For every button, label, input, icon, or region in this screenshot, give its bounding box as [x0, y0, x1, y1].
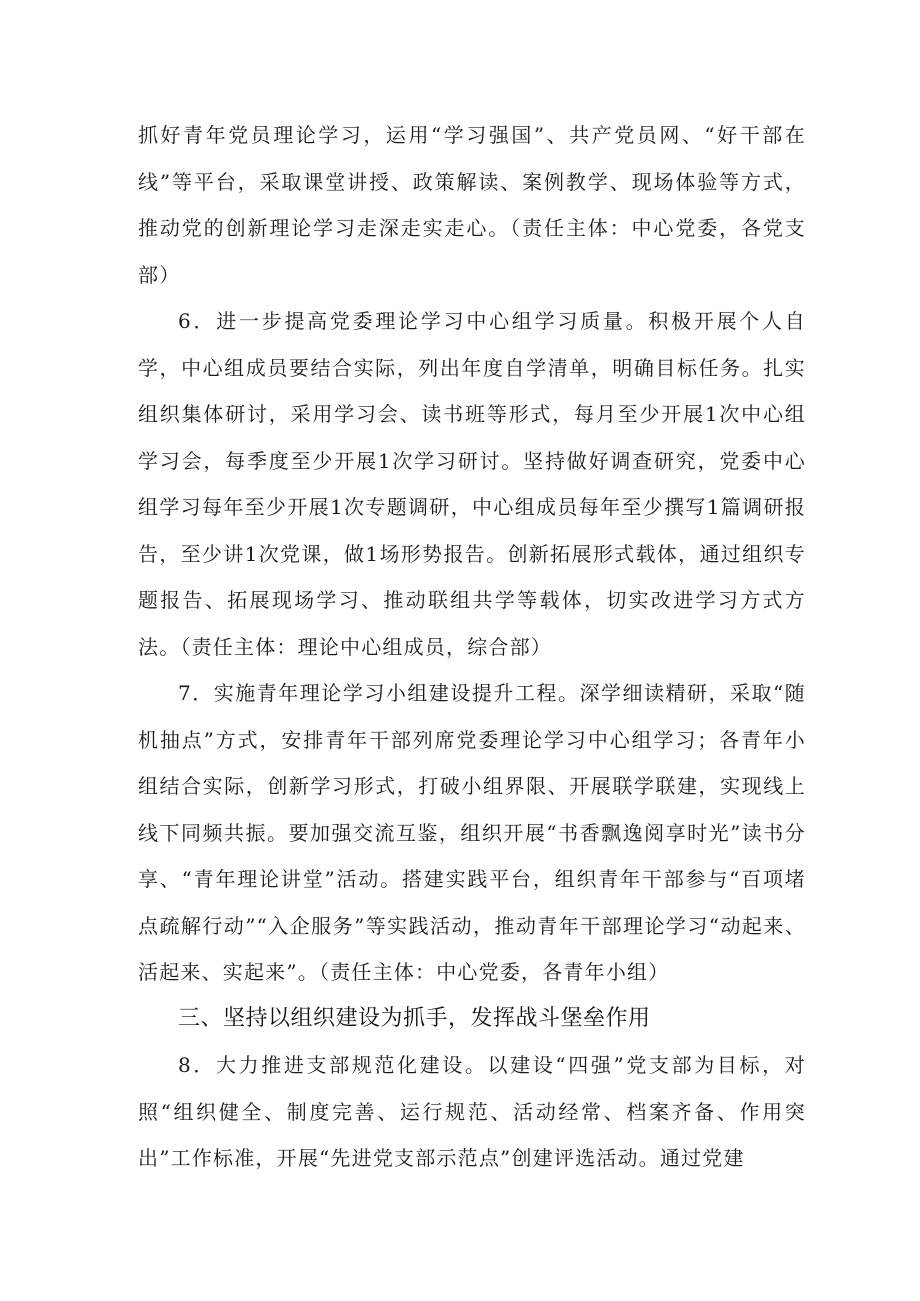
document-body	[138, 112, 806, 1182]
paragraph-item-7: 7．实施青年理论学习小组建设提升工程。深学细读精研，采取“随机抽点”方式，安排青年干部列席党委理论学习中心组学习；各青年小组结合实际，创新学习形式，打破小组界限、开展联学联建，实现线上线下同频共振。要加强交流互鉴，组织开展“书香飘逸阅享时光”读书分享、“青年理论讲堂”活动。搭建实践平台，组织青年干部参与“百项堵点疏解行动”“入企服务”等实践活动，推动青年干部理论学习“动起来、活起来、实起来”。（责任主体：中心党委，各青年小组）	[138, 681, 806, 984]
paragraph-continuation: 抓好青年党员理论学习，运用“学习强国”、共产党员网、“好干部在线”等平台，采取课堂讲授、政策解读、案例教学、现场体验等方式，推动党的创新理论学习走深走实走心。（责任主体：中心党委，各党支部）	[138, 123, 806, 287]
section-heading: 三、坚持以组织建设为抓手，发挥战斗堡垒作用	[178, 1005, 651, 1031]
paragraph-item-6: 6．进一步提高党委理论学习中心组学习质量。积极开展个人自学，中心组成员要结合实际，列出年度自学清单，明确目标任务。扎实组织集体研讨，采用学习会、读书班等形式，每月至少开展1次中心组学习会，每季度至少开展1次学习研讨。坚持做好调查研究，党委中心组学习每年至少开展1次专题调研，中心组成员每年至少撰写1篇调研报告，至少讲1次党课，做1场形势报告。创新拓展形式载体，通过组织专题报告、拓展现场学习、推动联组共学等载体，切实改进学习方式方法。（责任主体：理论中心组成员，综合部）	[138, 309, 806, 659]
paragraph-item-8: 8．大力推进支部规范化建设。以建设“四强”党支部为目标，对照“组织健全、制度完善、运行规范、活动经常、档案齐备、作用突出”工作标准，开展“先进党支部示范点”创建评选活动。通过党建	[138, 1053, 806, 1170]
